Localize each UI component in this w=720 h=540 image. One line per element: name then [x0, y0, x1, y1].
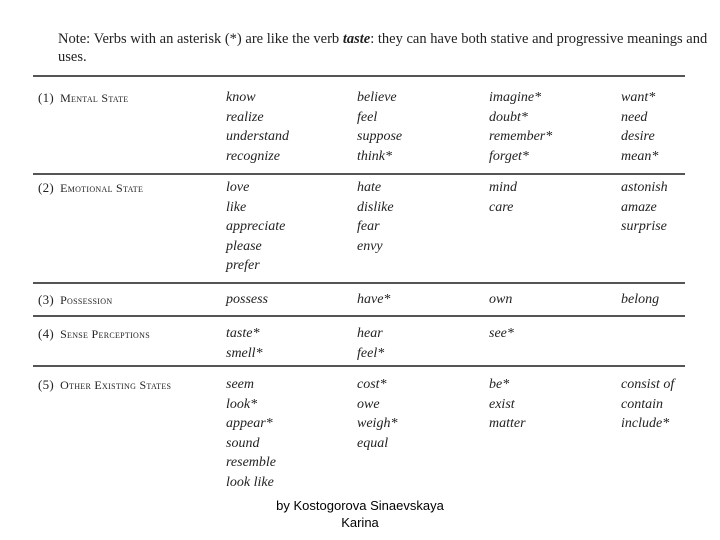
category-divider [33, 173, 685, 175]
category-number: (4) [38, 326, 55, 341]
verb: matter [489, 416, 526, 431]
credit-line-1: by Kostogorova Sinaevskaya [276, 498, 444, 513]
verb-column [621, 178, 668, 237]
verb: mean* [621, 148, 659, 164]
verb: owe [357, 396, 380, 412]
table-top-rule [33, 75, 685, 77]
verb: be* [489, 377, 510, 392]
category-label [38, 90, 129, 106]
verb: realize [226, 109, 264, 125]
note-text [58, 30, 708, 66]
verb: hear [357, 326, 383, 341]
verb: love [226, 180, 250, 195]
verb: equal [357, 435, 389, 451]
verb: resemble [226, 455, 277, 470]
verb-column [226, 290, 268, 310]
verb: dislike [357, 199, 394, 215]
category-number: (1) [38, 90, 55, 105]
verb: imagine* [489, 90, 542, 105]
category-label [38, 377, 171, 393]
verb-column [226, 324, 263, 363]
verb: care [489, 199, 514, 215]
category-number: (2) [38, 180, 55, 195]
verb: appreciate [226, 219, 286, 234]
verb: belong [621, 292, 660, 307]
verb: prefer [226, 258, 260, 273]
verb: consist of [621, 377, 675, 392]
category-label [38, 326, 150, 342]
verb-column [489, 290, 512, 310]
verb-column [357, 178, 394, 256]
verb: like [226, 199, 247, 215]
category-name: Possession [60, 293, 113, 307]
verb: feel* [357, 345, 385, 361]
category-number: (5) [38, 377, 55, 392]
verb: look like [226, 474, 274, 490]
category-divider [33, 315, 685, 317]
verb: doubt* [489, 109, 528, 125]
verb: desire [621, 129, 655, 144]
category-divider [33, 282, 685, 284]
category-label [38, 180, 143, 196]
verb: cost* [357, 377, 387, 392]
verb: smell* [226, 345, 263, 361]
category-number: (3) [38, 292, 55, 307]
verb: need [621, 109, 648, 125]
verb: amaze [621, 199, 657, 215]
verb-column [357, 88, 402, 166]
verb: feel [357, 109, 378, 125]
verb-column [489, 324, 514, 344]
verb: want* [621, 90, 656, 105]
category-name: Mental State [60, 91, 129, 105]
verb: appear* [226, 416, 273, 431]
category-name: Emotional State [60, 181, 144, 195]
verb: think* [357, 148, 392, 164]
category-name: Other Existing States [60, 378, 172, 392]
verb-column [226, 178, 285, 276]
author-credit [250, 497, 470, 531]
verb-column [357, 324, 384, 363]
verb: forget* [489, 148, 529, 164]
verb-column [621, 88, 658, 166]
verb: see* [489, 326, 514, 341]
verb-column [357, 375, 397, 453]
verb-column [357, 290, 390, 310]
verb: sound [226, 435, 260, 451]
verb: mind [489, 180, 517, 195]
verb: own [489, 292, 513, 307]
note-prefix: Note: Verbs with an asterisk (*) are like the verb [58, 31, 340, 47]
verb: surprise [621, 219, 667, 234]
note-keyword: taste [342, 31, 371, 47]
verb: please [226, 238, 262, 254]
category-divider [33, 365, 685, 367]
verb: look* [226, 396, 258, 412]
note-suffix: : they can have both stative and progressive meanings and uses. [58, 31, 708, 65]
verb: suppose [357, 129, 403, 144]
verb-column [489, 88, 552, 166]
verb: taste* [226, 326, 260, 341]
verb-column [489, 178, 517, 217]
verb: weigh* [357, 416, 398, 431]
verb-column [226, 88, 289, 166]
verb: remember* [489, 129, 553, 144]
verb: believe [357, 90, 397, 105]
verb-column [621, 290, 659, 310]
verb: understand [226, 129, 289, 144]
verb: possess [226, 292, 269, 307]
verb: seem [226, 377, 254, 392]
verb: exist [489, 396, 515, 412]
category-label [38, 292, 112, 308]
verb: envy [357, 238, 383, 254]
verb-column [489, 375, 526, 434]
verb: have* [357, 292, 391, 307]
verb: hate [357, 180, 382, 195]
verb-column [226, 375, 276, 492]
verb: recognize [226, 148, 280, 164]
category-name: Sense Perceptions [60, 327, 150, 341]
verb-column [621, 375, 674, 434]
credit-line-2: Karina [341, 515, 379, 530]
verb: include* [621, 416, 670, 431]
verb: contain [621, 396, 663, 412]
verb: astonish [621, 180, 668, 195]
verb: fear [357, 219, 380, 234]
verb: know [226, 90, 256, 105]
